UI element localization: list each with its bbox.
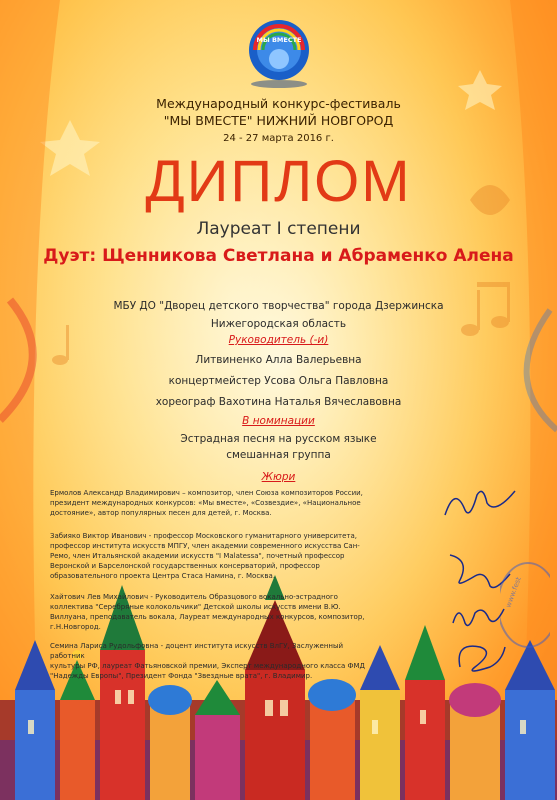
festival-dates: 24 - 27 марта 2016 г. bbox=[223, 133, 334, 144]
nomination-line: смешанная группа bbox=[226, 449, 331, 461]
nomination bbox=[0, 431, 557, 463]
jury-text-line: образовательного проекта Центра Стаса Намина, г. Москва. bbox=[50, 572, 276, 580]
organization-line-2: Нижегородская область bbox=[210, 318, 347, 330]
jury-text-line: Ремо, член Итальянской академии искусств "I Malatessa", почетный профессор bbox=[50, 552, 345, 560]
organization-line-1: МБУ ДО "Дворец детского творчества" города Дзержинска bbox=[113, 300, 444, 312]
mentor-line: Литвиненко Алла Валерьевна bbox=[195, 354, 362, 366]
laureate-degree: Лауреат I степени bbox=[196, 219, 361, 239]
festival-line-2: "МЫ ВМЕСТЕ" НИЖНИЙ НОВГОРОД bbox=[163, 113, 394, 128]
jury-text-line: Забияко Виктор Иванович - профессор Московского гуманитарного университета, bbox=[50, 532, 357, 540]
jury-text-line: Виллуана, преподаватель вокала, Лауреат международных конкурсов, композитор, bbox=[50, 613, 365, 621]
jury-member-4 bbox=[50, 641, 380, 681]
jury-member-3 bbox=[50, 592, 380, 632]
performer-name: Дуэт: Щенникова Светлана и Абраменко Алена bbox=[43, 246, 514, 266]
jury-text-line: Семина Лариса Рудольфовна - доцент института искусств ВлГУ, Заслуженный работник bbox=[50, 642, 344, 660]
jury-text-line: Хайтович Лев Михайлович - Руководитель Образцового вокально-эстрадного bbox=[50, 593, 338, 601]
jury-text-line: "Надежды Европы", Президент Фонда "Звездные врата", г. Владимир. bbox=[50, 672, 313, 680]
stamp-text: www.fest bbox=[504, 575, 523, 609]
organization bbox=[0, 297, 557, 333]
festival-logo bbox=[237, 14, 321, 90]
jury-label: Жюри bbox=[261, 471, 296, 483]
nomination-line: Эстрадная песня на русском языке bbox=[180, 433, 377, 445]
mentors-list bbox=[0, 350, 557, 413]
festival-name bbox=[0, 95, 557, 129]
mentor-line: хореограф Вахотина Наталья Вячеславовна bbox=[155, 396, 402, 408]
jury-text-line: культуры РФ, лауреат Фатьяновской премии, Эксперт международного класса ФМД bbox=[50, 662, 366, 670]
nomination-label: В номинации bbox=[242, 415, 315, 427]
logo-text: МЫ ВМЕСТЕ bbox=[256, 36, 302, 44]
jury-text-line: Ермолов Александр Владимирович – композитор, член Союза композиторов России, bbox=[50, 489, 363, 497]
jury-member-1 bbox=[50, 488, 380, 518]
jury-text-line: профессор института искусств МПГУ, член академии современного искусства Сан- bbox=[50, 542, 360, 550]
jury-text-line: президент международных конкурсов: «Мы вместе», «Созвездие», «Национальное bbox=[50, 499, 361, 507]
jury-text-line: г.Н.Новгород. bbox=[50, 623, 101, 631]
jury-text-line: коллектива "Серебряные колокольчики" Детской школы искусств имени В.Ю. bbox=[50, 603, 341, 611]
mentor-line: концертмейстер Усова Ольга Павловна bbox=[168, 375, 389, 387]
jury-text-line: Веронской и Барселонской государственных консерваторий, профессор bbox=[50, 562, 320, 570]
festival-line-1: Международный конкурс-фестиваль bbox=[156, 96, 401, 111]
signature-ermolov bbox=[440, 480, 520, 525]
jury-member-2 bbox=[50, 531, 380, 581]
blue-stamp bbox=[500, 560, 550, 650]
jury-text-line: достояние», автор популярных песен для детей, г. Москва. bbox=[50, 509, 272, 517]
signature-khaitovich bbox=[448, 598, 508, 638]
diploma-title: ДИПЛОМ bbox=[145, 149, 412, 214]
mentors-label: Руководитель (-и) bbox=[228, 334, 329, 346]
